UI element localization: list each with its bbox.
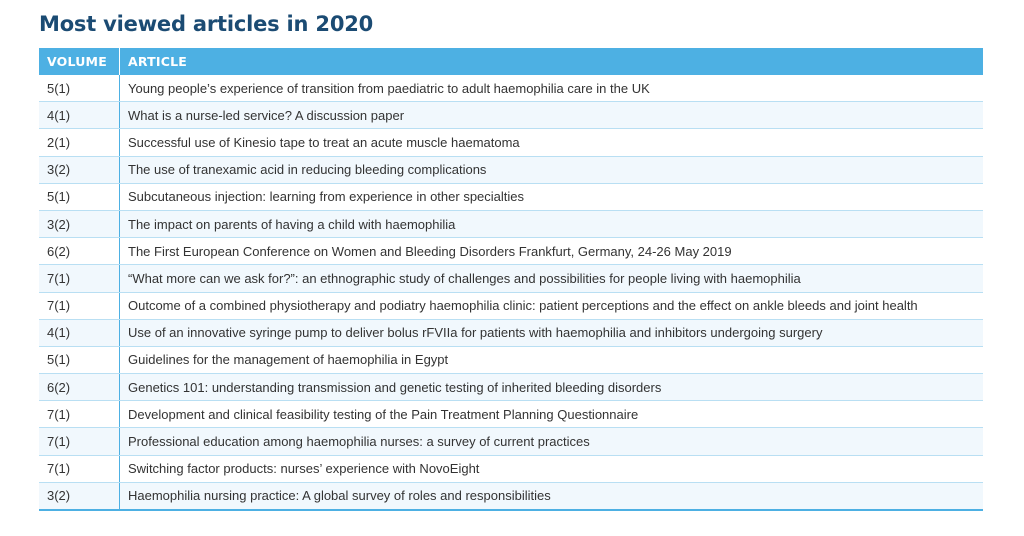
volume-cell: 5(1)	[39, 346, 120, 373]
table-row	[39, 292, 983, 319]
table-body	[39, 75, 983, 510]
table-row	[39, 482, 983, 510]
table-row	[39, 265, 983, 292]
column-header-volume: VOLUME	[39, 48, 120, 75]
page-title: Most viewed articles in 2020	[39, 12, 374, 36]
article-cell: The First European Conference on Women and Bleeding Disorders Frankfurt, Germany, 24-26 May 2019	[120, 238, 984, 265]
article-cell: Young people’s experience of transition from paediatric to adult haemophilia care in the UK	[120, 75, 984, 102]
article-cell: The use of tranexamic acid in reducing bleeding complications	[120, 156, 984, 183]
volume-cell: 7(1)	[39, 401, 120, 428]
table-header-row	[39, 48, 983, 75]
volume-cell: 7(1)	[39, 292, 120, 319]
article-cell: Development and clinical feasibility testing of the Pain Treatment Planning Questionnaire	[120, 401, 984, 428]
volume-cell: 4(1)	[39, 102, 120, 129]
table-row	[39, 401, 983, 428]
article-cell: Successful use of Kinesio tape to treat an acute muscle haematoma	[120, 129, 984, 156]
table-row	[39, 129, 983, 156]
table-row	[39, 156, 983, 183]
volume-cell: 5(1)	[39, 183, 120, 210]
article-cell: Genetics 101: understanding transmission and genetic testing of inherited bleeding disorders	[120, 374, 984, 401]
column-header-article: ARTICLE	[120, 48, 984, 75]
table-row	[39, 75, 983, 102]
article-cell: Haemophilia nursing practice: A global survey of roles and responsibilities	[120, 482, 984, 510]
articles-table	[39, 48, 983, 511]
article-cell: Outcome of a combined physiotherapy and podiatry haemophilia clinic: patient perceptions and the effect on ankle bleeds and joint health	[120, 292, 984, 319]
table-row	[39, 319, 983, 346]
article-cell: Professional education among haemophilia nurses: a survey of current practices	[120, 428, 984, 455]
article-cell: Guidelines for the management of haemophilia in Egypt	[120, 346, 984, 373]
volume-cell: 2(1)	[39, 129, 120, 156]
volume-cell: 3(2)	[39, 482, 120, 510]
table-header	[39, 48, 983, 75]
table-row	[39, 428, 983, 455]
volume-cell: 3(2)	[39, 156, 120, 183]
article-cell: Switching factor products: nurses’ experience with NovoEight	[120, 455, 984, 482]
volume-cell: 6(2)	[39, 374, 120, 401]
volume-cell: 7(1)	[39, 428, 120, 455]
table-row	[39, 455, 983, 482]
table-row	[39, 210, 983, 237]
table-row	[39, 346, 983, 373]
volume-cell: 4(1)	[39, 319, 120, 346]
table-row	[39, 238, 983, 265]
volume-cell: 7(1)	[39, 455, 120, 482]
volume-cell: 3(2)	[39, 210, 120, 237]
volume-cell: 6(2)	[39, 238, 120, 265]
article-cell: Subcutaneous injection: learning from experience in other specialties	[120, 183, 984, 210]
article-cell: Use of an innovative syringe pump to deliver bolus rFVIIa for patients with haemophilia and inhibitors undergoing surgery	[120, 319, 984, 346]
volume-cell: 5(1)	[39, 75, 120, 102]
table-row	[39, 102, 983, 129]
article-cell: What is a nurse-led service? A discussion paper	[120, 102, 984, 129]
table-row	[39, 374, 983, 401]
article-cell: The impact on parents of having a child with haemophilia	[120, 210, 984, 237]
volume-cell: 7(1)	[39, 265, 120, 292]
table-row	[39, 183, 983, 210]
article-cell: “What more can we ask for?”: an ethnographic study of challenges and possibilities for people living with haemophilia	[120, 265, 984, 292]
